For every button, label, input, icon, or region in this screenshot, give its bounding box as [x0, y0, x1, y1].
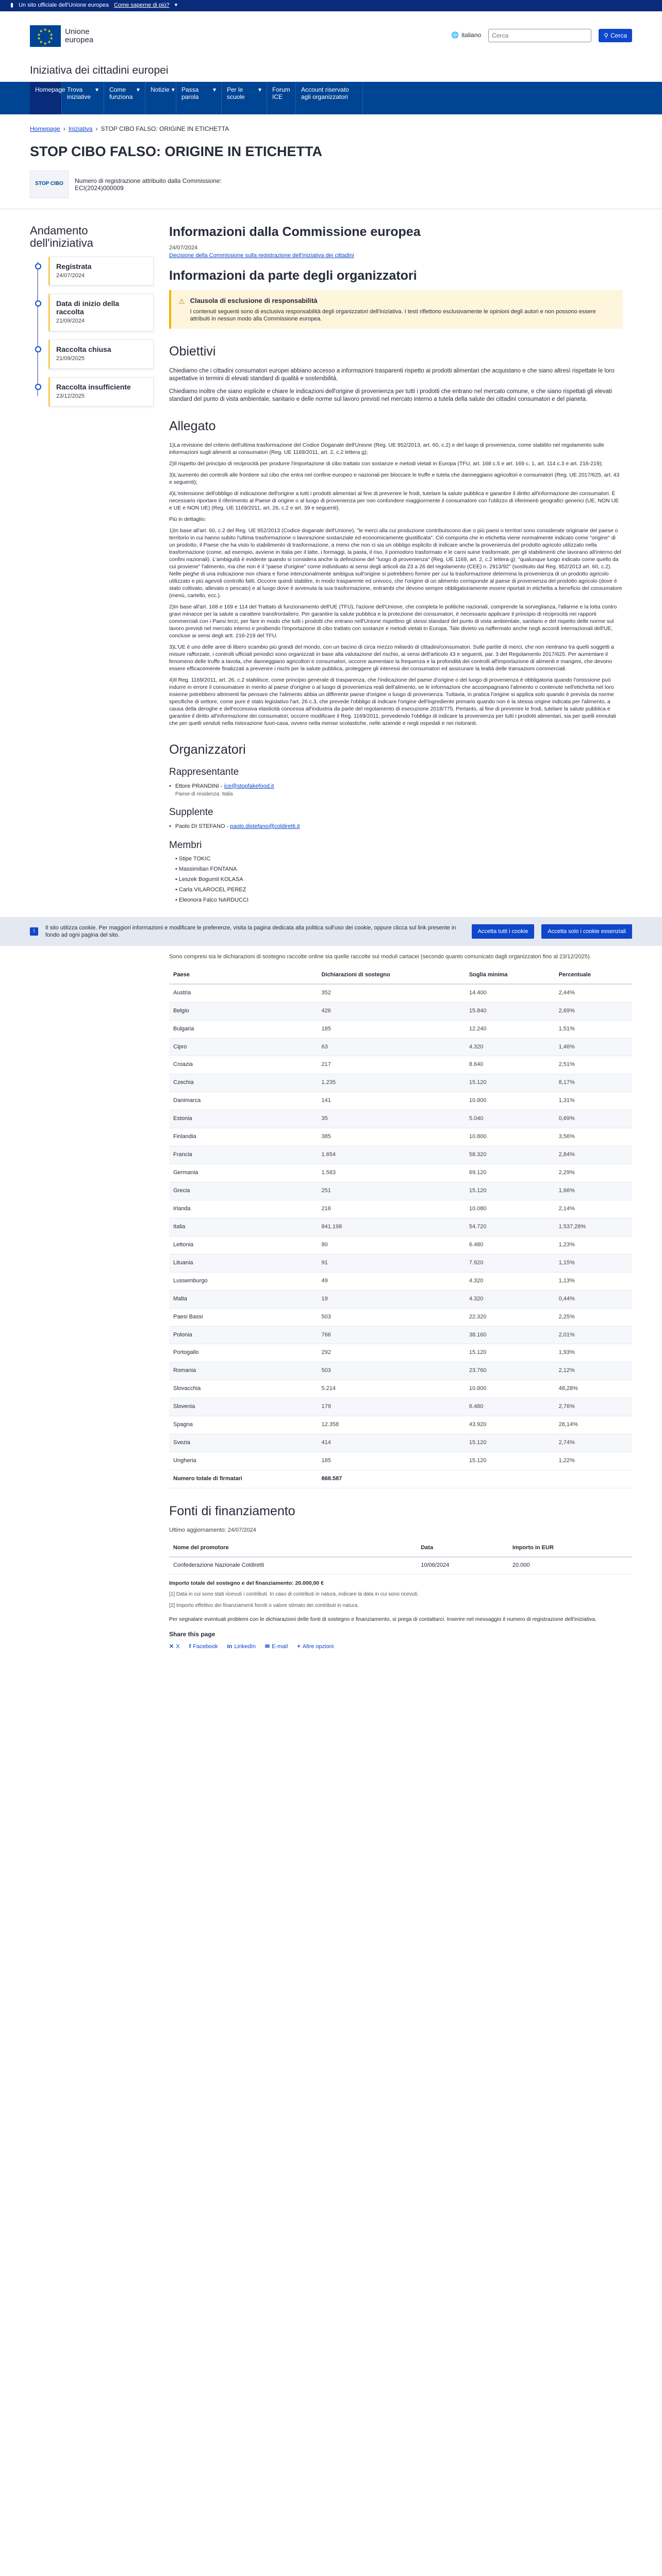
- threshold-cell: 15.120: [465, 1434, 555, 1452]
- table-row: [169, 1146, 632, 1164]
- eu-flag-icon: ▮: [10, 2, 14, 9]
- language-selector[interactable]: [451, 31, 481, 40]
- table-row: [169, 1398, 632, 1416]
- substitute-heading: Supplente: [169, 807, 213, 818]
- share-facebook[interactable]: [189, 1643, 218, 1651]
- country-cell: Ungheria: [169, 1452, 318, 1470]
- percentage-cell: 1,46%: [555, 1038, 632, 1056]
- official-site-bar: [0, 0, 662, 11]
- nav-forum[interactable]: [267, 82, 296, 114]
- step-date: 21/09/2025: [56, 355, 85, 362]
- threshold-cell: 5.040: [465, 1110, 555, 1128]
- threshold-cell: 7.920: [465, 1254, 555, 1272]
- table-row: [169, 1164, 632, 1182]
- threshold-cell: 10.800: [465, 1092, 555, 1110]
- warning-icon: ⚠: [178, 297, 185, 306]
- member-item: • Leszek Bogumil KOLASA: [175, 876, 243, 883]
- search-input[interactable]: [488, 29, 591, 42]
- share-label: Facebook: [193, 1643, 218, 1650]
- table-row: [169, 1254, 632, 1272]
- chevron-down-icon: ▾: [212, 86, 216, 93]
- member-name: Carla VILAROCEL PEREZ: [178, 886, 246, 893]
- signatures-cell: 426: [318, 1002, 465, 1020]
- nav-label: Trova iniziative: [67, 86, 91, 100]
- substitute: • Paolo DI STEFANO - paolo.distefano@coldiretti.it: [169, 823, 623, 831]
- breadcrumb-home[interactable]: Homepage: [30, 125, 60, 132]
- nav-label: Notizie: [151, 86, 170, 93]
- registration-info: [0, 167, 662, 209]
- threshold-cell: 54.720: [465, 1218, 555, 1236]
- percentage-cell: 2,12%: [555, 1362, 632, 1380]
- logo-line-1: Unione: [65, 27, 90, 36]
- progress-step: [48, 340, 154, 369]
- funding-note: [1] Data in cui sono stati ricevuti i contributi. In caso di contributi in natura, indicare la data in cui sono ricevuti.: [169, 1591, 419, 1598]
- table-row: [169, 1344, 632, 1362]
- nav-find-initiatives[interactable]: [62, 82, 104, 114]
- threshold-cell: 4.320: [465, 1038, 555, 1056]
- step-title: Raccolta insufficiente: [56, 383, 131, 392]
- progress-step: [48, 294, 154, 331]
- funding-date: 10/06/2024: [417, 1557, 508, 1574]
- country-cell: Danimarca: [169, 1092, 318, 1110]
- site-name[interactable]: Iniziativa dei cittadini europei: [0, 60, 662, 82]
- progress-title: Andamento dell'iniziativa: [30, 224, 93, 249]
- percentage-cell: 1,23%: [555, 1236, 632, 1254]
- organisers-info-heading: Informazioni da parte degli organizzatori: [169, 268, 417, 283]
- signatures-cell: 217: [318, 1056, 465, 1074]
- annex-detail: 1)In base all'art. 60, c.2 del Reg. UE 952/2013 (Codice doganale dell'Unione), "le merci alla cui produzione contribuiscono due o più paesi o territori sono considerate originarie del paese o territorio in cui hanno subito l'ultima trasformazione o lavorazione sostanziale ed economicamente giustificata". Ciò comporta che in etichetta viene normalmente indicato come "origine" di un prodotto, il Paese che ha visto lo stabilimento di trasformazione, a meno che non ci sia un obbligo esplicito di indicare anche la provenienza del prodotto agricolo utilizzato nella trasformazione (come, ad esempio, avviene in Italia per il latte, i formaggi, la pasta, il riso, il pomodoro trasformato e le carni suine trasformate, per gli stabilimenti che lavorano all'interno del confini nazionali). L'ambiguità è evidente quando si considera anche la definizione del "luogo di provenienza" (Reg. UE 1169, art. 2, c.2 lettera g): "qualunque luogo indicato come quello da cui proviene" l'alimento, ma che non è il "paese d'origine" come individuato ai sensi degli articoli da 23 a 26 del regolamento (CEE) n. 2913/92" (sostituito dal Reg. 952/2013 art. 60, c.2). Nelle pieghe di una indicazione non chiara e forse intenzionalmente ambigua sull'origine si potrebbero fornire per cui la trasformazione determina la provenienza di un prodotto agricolo utilizzato e più agevoli controllo fatti. Occorre quindi stabilire, in modo trasparente ed univoco, che l'origine di un alimento corrisponde al paese di provenienza del prodotto agricolo (dove è stato coltivato, allevato o pescato) e al luogo dove è avvenuta la sua trasformazione, entrambi che devono sempre obbligatoriamente essere riportati in etichetta a beneficio del consumatore (menù, cartello, ecc.).: [169, 527, 622, 599]
- percentage-cell: 2,01%: [555, 1326, 632, 1344]
- table-row: [169, 1290, 632, 1308]
- step-dot-icon: [35, 300, 41, 307]
- threshold-cell: 4.320: [465, 1290, 555, 1308]
- percentage-cell: 2,14%: [555, 1200, 632, 1218]
- share-label: E-mail: [272, 1643, 288, 1650]
- member-item: • Carla VILAROCEL PEREZ: [175, 886, 246, 893]
- progress-timeline: [30, 257, 154, 407]
- globe-icon: 🌐: [451, 31, 459, 39]
- nav-label: Per le scuole: [227, 86, 245, 100]
- chevron-down-icon: ▾: [258, 86, 261, 93]
- threshold-cell: 4.320: [465, 1272, 555, 1290]
- percentage-cell: 2,84%: [555, 1146, 632, 1164]
- country-cell: Lituania: [169, 1254, 318, 1272]
- signatures-cell: 35: [318, 1110, 465, 1128]
- table-row: [169, 1557, 632, 1574]
- signatures-cell: 5.214: [318, 1380, 465, 1398]
- threshold-cell: 10.800: [465, 1128, 555, 1146]
- objectives-heading: Obiettivi: [169, 344, 216, 359]
- country-cell: Italia: [169, 1218, 318, 1236]
- threshold-cell: 15.120: [465, 1074, 555, 1092]
- substitute-email[interactable]: paolo.distefano@coldiretti.it: [230, 823, 300, 829]
- percentage-cell: 2,74%: [555, 1434, 632, 1452]
- signatures-cell: 503: [318, 1362, 465, 1380]
- breadcrumb-initiative[interactable]: Iniziativa: [68, 125, 93, 132]
- commission-heading: Informazioni dalla Commissione europea: [169, 224, 421, 239]
- threshold-cell: 43.920: [465, 1416, 555, 1434]
- country-cell: Polonia: [169, 1326, 318, 1344]
- bullet-icon: •: [169, 823, 171, 829]
- country-cell: Paesi Bassi: [169, 1308, 318, 1326]
- percentage-cell: 1,13%: [555, 1272, 632, 1290]
- table-row: [169, 1308, 632, 1326]
- share-label: LinkedIn: [234, 1643, 256, 1650]
- percentage-cell: 2,76%: [555, 1398, 632, 1416]
- objectives-paragraph: Chiediamo che i cittadini consumatori europei abbiano accesso a informazioni trasparenti rispetto ai prodotti alimentari che acquistano e che siano altresì rispettate le loro aspettative in termini di elevati standard di qualità e sostenibilità.: [169, 367, 615, 382]
- threshold-cell: 12.240: [465, 1020, 555, 1038]
- table-row: [169, 1236, 632, 1254]
- threshold-cell: 15.120: [465, 1452, 555, 1470]
- threshold-cell: 10.800: [465, 1380, 555, 1398]
- more-icon: +: [297, 1643, 301, 1650]
- breadcrumb: [0, 114, 662, 137]
- table-row: [169, 1002, 632, 1020]
- country-cell: Cipro: [169, 1038, 318, 1056]
- chevron-right-icon: ›: [95, 125, 98, 132]
- signatures-cell: 292: [318, 1344, 465, 1362]
- signatures-cell: 414: [318, 1434, 465, 1452]
- member-name: Stipe TOKIC: [178, 856, 211, 862]
- commission-decision-link[interactable]: Decisione della Commissione sulla registrazione dell'iniziativa dei cittadini: [169, 252, 354, 259]
- signatures-cell: 91: [318, 1254, 465, 1272]
- representative-country: Paese di residenza: Italia: [175, 791, 233, 797]
- annex-more: Più in dettaglio:: [169, 516, 206, 522]
- share-bar: [169, 1643, 632, 1651]
- representative: • Ettore PRANDINI - ice@stopfakefood.it Paese di residenza: Italia: [169, 783, 623, 798]
- accept-essential-cookies-button[interactable]: Accetta solo i cookie essenziali: [541, 924, 632, 939]
- table-row: [169, 1416, 632, 1434]
- annex-heading: Allegato: [169, 418, 216, 433]
- table-header: Nome del promotore: [169, 1540, 417, 1557]
- table-row: [169, 1056, 632, 1074]
- share-title: Share this page: [169, 1631, 216, 1638]
- table-row: [169, 1110, 632, 1128]
- share-linkedin[interactable]: [227, 1643, 256, 1651]
- country-cell: Irlanda: [169, 1200, 318, 1218]
- percentage-cell: 28,14%: [555, 1416, 632, 1434]
- annex-paragraph: 2)Il rispetto del principio di reciprocità per produrre l'importazione di cibo trattato con sostanze e metodi vietati in Europa (TFU, art. 168 c.5 e art. 169 c. 1, art. 114 c.3 e art. 216-219);: [169, 460, 603, 467]
- country-cell: Bulgaria: [169, 1020, 318, 1038]
- nav-schools[interactable]: [222, 82, 267, 114]
- eu-flag-icon: ★ ★ ★ ★ ★ ★ ★ ★ ★ ★: [30, 25, 61, 47]
- total-label: Numero totale di firmatari: [169, 1470, 318, 1488]
- nav-label: Account riservato agli organizzatori: [301, 86, 349, 100]
- step-dot-icon: [35, 346, 41, 352]
- country-cell: Lussemburgo: [169, 1272, 318, 1290]
- info-icon: i: [30, 927, 38, 936]
- disclaimer-title: Clausola di esclusione di responsabilità: [190, 297, 318, 305]
- member-item: • Stipe TOKIC: [175, 856, 211, 862]
- threshold-cell: 8.640: [465, 1056, 555, 1074]
- progress-step: [48, 377, 154, 406]
- country-cell: Malta: [169, 1290, 318, 1308]
- annex-paragraph: 3)L'aumento dei controlli alle frontiere sul cibo che entra nel confine europeo e nazionali per bloccare le truffe e tutela che danneggiano agricoltori e consumatori (Reg. UE 2017/625, art. 43 e seguenti);: [169, 471, 620, 485]
- funding-table: [169, 1540, 632, 1574]
- substitute-name: Paolo DI STEFANO: [175, 823, 225, 829]
- country-cell: Romania: [169, 1362, 318, 1380]
- signatures-cell: 185: [318, 1452, 465, 1470]
- threshold-cell: 38.160: [465, 1326, 555, 1344]
- signatures-cell: 179: [318, 1398, 465, 1416]
- threshold-cell: 14.400: [465, 984, 555, 1002]
- annex-detail: 4)Il Reg. 1169/2011, art. 26, c.2 stabilisce, come principio generale di trasparenza, che l'indicazione del paese d'origine o del luogo di provenienza è obbligatoria quando l'omissione può indurre in errore il consumatore in merito al paese d'origine o al luogo di provenienza reali dell'alimento, se le informazioni che accompagnano l'alimento o contenute nell'etichetta nel loro insieme potrebbero altrimenti far pensare che l'alimento abbia un differente paese d'origine o luogo di provenienza. Tuttavia, in pratica l'origine si applica solo quando è prevista da norme specifiche di settore, come pure è stato legislativo l'art. 26 c.3, che prevede l'obbligo di indicare l'origine dell'ingrediente primario quando non è la stessa origine indicata per l'alimento, a causa della deroghe e dell'eccessiva elasticità concessa all'industria da parte del regolamento di esecuzione 2018/775. Pertanto, al fine di prevenire le frodi, tutelare la salute pubblica e garantire il diritto all'informazione dei consumatori, occorre modificare il Reg. 1169/2011, prevedendo l'obbligo di indicare la provenienza per tutti i prodotti alimentari, sia per quelli immulati che per quelli venduti nella ristorazione fuori-casa, ovvero nella mense scolastiche, nelle aziende e negli ospedali e nei ristoranti.: [169, 676, 616, 726]
- member-item: • Massimilian FONTANA: [175, 866, 237, 873]
- progress-step: [48, 257, 154, 286]
- bullet-icon: •: [169, 783, 171, 789]
- nav-label: Passa parola: [181, 86, 199, 100]
- annex-detail: 3)L'UE è uno delle aree di libero scambio più grandi del mondo, con un bacino di circa mezzo miliardo di cittadini/consumatori. Sulle partite di merci, che non rientrano tra quelli soggetti a misure rafforzate, i controlli ufficiali periodici sono organizzati in base alla valutazione del rischio, ai sensi dell'articolo 43 e seguenti, par. 3 del Regolamento 2017/625. Per aumentare il fenomeno delle truffe a tavola, che danneggiano agricoltori e consumatori, occorre aumentare la frequenza e la profondità dei controlli all'importazione di alimenti e mangimi, che devono essere efficacemente finalizzati a prevenire i rischi per la salute pubblica, proteggere gli interessi dei consumatori ed assicurare la lealtà delle transazioni commerciali.: [169, 643, 614, 672]
- country-cell: Slovenia: [169, 1398, 318, 1416]
- table-header: Data: [417, 1540, 508, 1557]
- share-label: Altre opzioni: [302, 1643, 334, 1650]
- how-know-link[interactable]: Come saperne di più?: [114, 2, 170, 9]
- nav-label: Forum ICE: [272, 86, 290, 100]
- threshold-cell: 10.080: [465, 1200, 555, 1218]
- signatures-cell: 352: [318, 984, 465, 1002]
- table-row: [169, 1362, 632, 1380]
- chevron-right-icon: ›: [63, 125, 65, 132]
- eu-logo[interactable]: [30, 25, 93, 47]
- signatures-table: [169, 967, 632, 1488]
- country-cell: Belgio: [169, 1002, 318, 1020]
- signatures-cell: 503: [318, 1308, 465, 1326]
- commission-date: 24/07/2024: [169, 244, 198, 251]
- threshold-cell: 58.320: [465, 1146, 555, 1164]
- x-icon: ✕: [169, 1643, 174, 1650]
- country-cell: Germania: [169, 1164, 318, 1182]
- chevron-down-icon: ▾: [171, 86, 175, 93]
- member-name: Eleonora Falco NARDUCCI: [178, 896, 249, 903]
- funding-info: Per segnalare eventuali problemi con le dichiarazioni delle fonti di sostegno e finanziamento, si prega di contattarci. Inserire nel messaggio il numero di registrazione dell'iniziativa.: [169, 1616, 597, 1623]
- percentage-cell: 2,25%: [555, 1308, 632, 1326]
- representative-name: Ettore PRANDINI: [175, 783, 219, 789]
- table-row: [169, 1272, 632, 1290]
- progress-sidebar: [30, 225, 154, 907]
- country-cell: Finlandia: [169, 1128, 318, 1146]
- signatures-cell: 19: [318, 1290, 465, 1308]
- country-cell: Lettonia: [169, 1236, 318, 1254]
- search-icon: ⚲: [604, 32, 608, 39]
- signatures-cell: 1.583: [318, 1164, 465, 1182]
- signatures-cell: 251: [318, 1182, 465, 1200]
- search-button-label: Cerca: [610, 32, 627, 39]
- table-header: Percentuale: [555, 967, 632, 984]
- breadcrumb-current: STOP CIBO FALSO: ORIGINE IN ETICHETTA: [101, 125, 229, 132]
- step-title: Data di inizio della raccolta: [56, 299, 120, 316]
- linkedin-icon: in: [227, 1643, 233, 1650]
- email-icon: ✉: [264, 1643, 270, 1650]
- signatures-cell: 185: [318, 1020, 465, 1038]
- signatures-cell: 1.235: [318, 1074, 465, 1092]
- threshold-cell: 6.480: [465, 1236, 555, 1254]
- table-row: [169, 1092, 632, 1110]
- country-cell: Slovacchia: [169, 1380, 318, 1398]
- nav-organisers-account[interactable]: [296, 82, 363, 114]
- official-text: Un sito ufficiale dell'Unione europea: [19, 2, 109, 9]
- funding-heading: Fonti di finanziamento: [169, 1503, 295, 1518]
- registration-label: Numero di registrazione attribuito dalla Commissione:: [75, 177, 222, 184]
- country-cell: Francia: [169, 1146, 318, 1164]
- percentage-cell: 3,56%: [555, 1128, 632, 1146]
- funding-sponsor: Confederazione Nazionale Coldiretti: [169, 1557, 417, 1574]
- threshold-cell: 22.320: [465, 1308, 555, 1326]
- threshold-cell: 6.480: [465, 1398, 555, 1416]
- logo-line-2: europea: [65, 35, 94, 44]
- step-date: 21/09/2024: [56, 318, 85, 325]
- page-title: STOP CIBO FALSO: ORIGINE IN ETICHETTA: [30, 144, 323, 160]
- percentage-cell: 8,17%: [555, 1074, 632, 1092]
- percentage-cell: 2,29%: [555, 1164, 632, 1182]
- annex-paragraph: 4)L'estensione dell'obbligo di indicazione dell'origine a tutti i prodotti alimentari al fine di prevenire le frodi, tutelare la salute pubblica e garantire il diritto all'informazione dei consumatori. È necessario riportare il riferimento al Paese di origine o al luogo di provenienza per non confondere maggiormente il consumatore con l'utilizzo di riferimenti geografici generici (UE, NON UE e UE e NON UE) (Reg. UE 1169/2011, art. 26, c.2 e art. 39 e seguenti).: [169, 490, 619, 511]
- country-cell: Croazia: [169, 1056, 318, 1074]
- signatures-cell: 12.358: [318, 1416, 465, 1434]
- total-value: 868.587: [318, 1470, 465, 1488]
- facebook-icon: f: [189, 1643, 191, 1650]
- percentage-cell: 1,15%: [555, 1254, 632, 1272]
- percentage-cell: 2,51%: [555, 1056, 632, 1074]
- disclaimer-box: [169, 290, 623, 329]
- nav-news[interactable]: [145, 82, 176, 114]
- signatures-cell: 766: [318, 1326, 465, 1344]
- cookie-text: Il sito utilizza cookie. Per maggiori informazioni e modificare le preferenze, visita la pagina dedicata alla politica sull'uso dei cookie, oppure clicca sul link presente in fondo ad ogni pagina del sito.: [45, 924, 456, 938]
- country-cell: Svezia: [169, 1434, 318, 1452]
- signatures-cell: 216: [318, 1200, 465, 1218]
- percentage-cell: 48,28%: [555, 1380, 632, 1398]
- table-row: [169, 1182, 632, 1200]
- annex-detail: 2)In base all'art. 168 e 169 e 114 del Trattato di funzionamento dell'UE (TFU), l'azione dell'Unione, che completa le politiche nazionali, comprende la sorveglianza, l'allarme e la lotta contro gravi minacce per la salute a carattere transfrontaliero. Per garantire la salute pubblica e la protezione dei consumatori, è necessario applicare il principio di reciprocità nei rapporti commerciali con i Paesi terzi, per fare in modo che tutti i prodotti che entrano nell'Unione rispettino gli stessi standard del punto di vista ambientale, sanitario e del rispetto delle norme sul lavoro previsti nel mercato interno e proibendo l'importazione di cibo trattato con sostanze e metodi vietati in Europa. Tale divieto va riaffermato anche negli accordi internazionali dell'UE, concluse ai sensi degli artt. 216-219 del TFU.: [169, 603, 617, 639]
- nav-spread-word[interactable]: [176, 82, 222, 114]
- nav-label: Homepage: [35, 86, 65, 93]
- member-name: Leszek Bogumil KOLASA: [178, 876, 243, 883]
- initiative-logo: STOP CIBO: [30, 171, 69, 198]
- organisers-heading: Organizzatori: [169, 742, 246, 757]
- table-row: [169, 1434, 632, 1452]
- threshold-cell: 23.760: [465, 1362, 555, 1380]
- threshold-cell: 15.120: [465, 1344, 555, 1362]
- registration-number: ECI(2024)000009: [75, 184, 124, 192]
- table-header: Paese: [169, 967, 318, 984]
- table-row: [169, 1452, 632, 1470]
- share-x[interactable]: [169, 1643, 180, 1651]
- step-dot-icon: [35, 263, 41, 269]
- percentage-cell: 1,93%: [555, 1344, 632, 1362]
- table-row: [169, 1020, 632, 1038]
- signatures-cell: 80: [318, 1236, 465, 1254]
- country-cell: Portogallo: [169, 1344, 318, 1362]
- percentage-cell: 0,69%: [555, 1110, 632, 1128]
- objectives-paragraph: Chiediamo inoltre che siano esplicite e chiare le indicazioni dell'origine di provenienza per tutti i prodotti che entrano nel mercato comune, e che siano rispettati gli elevati standard del punto di vista ambientale, sanitario e delle norme sul lavoro previsti nel mercato interno a tutela della salute dei cittadini consumatori e del pianeta.: [169, 388, 612, 402]
- table-row: [169, 1218, 632, 1236]
- funding-updated: Ultimo aggiornamento: 24/07/2024: [169, 1527, 256, 1534]
- percentage-cell: 1,22%: [555, 1452, 632, 1470]
- main-content: [169, 225, 623, 907]
- signatures-cell: 141: [318, 1092, 465, 1110]
- funding-note: [2] Importo effettivo dei finanziamenti forniti o valore stimato dei contributi in natura.: [169, 1603, 359, 1609]
- threshold-cell: 15.120: [465, 1182, 555, 1200]
- percentage-cell: 1,51%: [555, 1020, 632, 1038]
- percentage-cell: 2,44%: [555, 984, 632, 1002]
- country-cell: Spagna: [169, 1416, 318, 1434]
- members-heading: Membri: [169, 839, 202, 851]
- table-header: Soglia minima: [465, 967, 555, 984]
- table-row: [169, 984, 632, 1002]
- funding-amount: 20.000: [508, 1557, 632, 1574]
- table-row: [169, 1038, 632, 1056]
- chevron-down-icon: ▾: [174, 2, 178, 9]
- nav-how-it-works[interactable]: [104, 82, 145, 114]
- share-label: X: [176, 1643, 180, 1650]
- language-label: italiano: [461, 31, 482, 39]
- main-nav: [0, 82, 662, 114]
- cookie-banner: [0, 917, 662, 946]
- country-cell: Austria: [169, 984, 318, 1002]
- step-dot-icon: [35, 384, 41, 390]
- representative-email[interactable]: ice@stopfakefood.it: [224, 783, 274, 789]
- table-header: Importo in EUR: [508, 1540, 632, 1557]
- member-item: • Eleonora Falco NARDUCCI: [175, 896, 249, 903]
- table-row: [169, 1380, 632, 1398]
- percentage-cell: 2,69%: [555, 1002, 632, 1020]
- percentage-cell: 1.537,28%: [555, 1218, 632, 1236]
- percentage-cell: 0,44%: [555, 1290, 632, 1308]
- signatures-cell: 1.654: [318, 1146, 465, 1164]
- step-date: 23/12/2025: [56, 393, 85, 400]
- step-title: Registrata: [56, 262, 92, 270]
- disclaimer-text: I contenuti seguenti sono di esclusiva responsabilità degli organizzatori dell'iniziativa. I testi riflettono esclusivamente le opinioni degli autori e non possono essere attribuiti in nessun modo alla Commissione europea.: [190, 309, 596, 323]
- table-row: [169, 1074, 632, 1092]
- member-name: Massimilian FONTANA: [178, 866, 237, 873]
- annex-paragraph: 1)La revisione del criterio dell'ultima trasformazione del Codice Doganale dell'Unione (Reg. UE 952/2013, art. 60, c.2) e del luogo di provenienza, come stabilito nel regolamento sulle informazioni sugli alimenti ai consumatori (Reg. UE 1169/2011, art. 2, c.2 lettera g);: [169, 442, 604, 455]
- total-row: [169, 1470, 632, 1488]
- nav-home[interactable]: [30, 82, 65, 114]
- percentage-cell: 1,31%: [555, 1092, 632, 1110]
- table-header: Dichiarazioni di sostegno: [318, 967, 465, 984]
- country-cell: Estonia: [169, 1110, 318, 1128]
- accept-all-cookies-button[interactable]: Accetta tutti i cookie: [472, 924, 535, 939]
- table-row: [169, 1128, 632, 1146]
- share-email[interactable]: [265, 1643, 288, 1651]
- signatures-cell: 49: [318, 1272, 465, 1290]
- share-more[interactable]: [297, 1643, 334, 1651]
- table-row: [169, 1200, 632, 1218]
- nav-label: Come funziona: [109, 86, 133, 100]
- funding-total: Importo totale del sostegno e del finanziamento: 20.000,00 €: [169, 1580, 324, 1587]
- country-cell: Czechia: [169, 1074, 318, 1092]
- search-button[interactable]: [599, 29, 632, 42]
- threshold-cell: 15.840: [465, 1002, 555, 1020]
- site-header: [0, 11, 662, 60]
- percentage-cell: 1,66%: [555, 1182, 632, 1200]
- step-date: 24/07/2024: [56, 272, 85, 279]
- step-title: Raccolta chiusa: [56, 345, 111, 354]
- stats-intro: Sono compresi sia le dichiarazioni di sostegno raccolte online sia quelle raccolte sui moduli cartacei (secondo quanto comunicato dagli organizzatori fino al 23/12/2025).: [169, 953, 591, 960]
- country-cell: Grecia: [169, 1182, 318, 1200]
- chevron-down-icon: ▾: [95, 86, 98, 93]
- chevron-down-icon: ▾: [136, 86, 140, 93]
- table-row: [169, 1326, 632, 1344]
- signatures-cell: 63: [318, 1038, 465, 1056]
- signatures-cell: 841.198: [318, 1218, 465, 1236]
- threshold-cell: 69.120: [465, 1164, 555, 1182]
- signatures-cell: 385: [318, 1128, 465, 1146]
- representative-heading: Rappresentante: [169, 767, 239, 778]
